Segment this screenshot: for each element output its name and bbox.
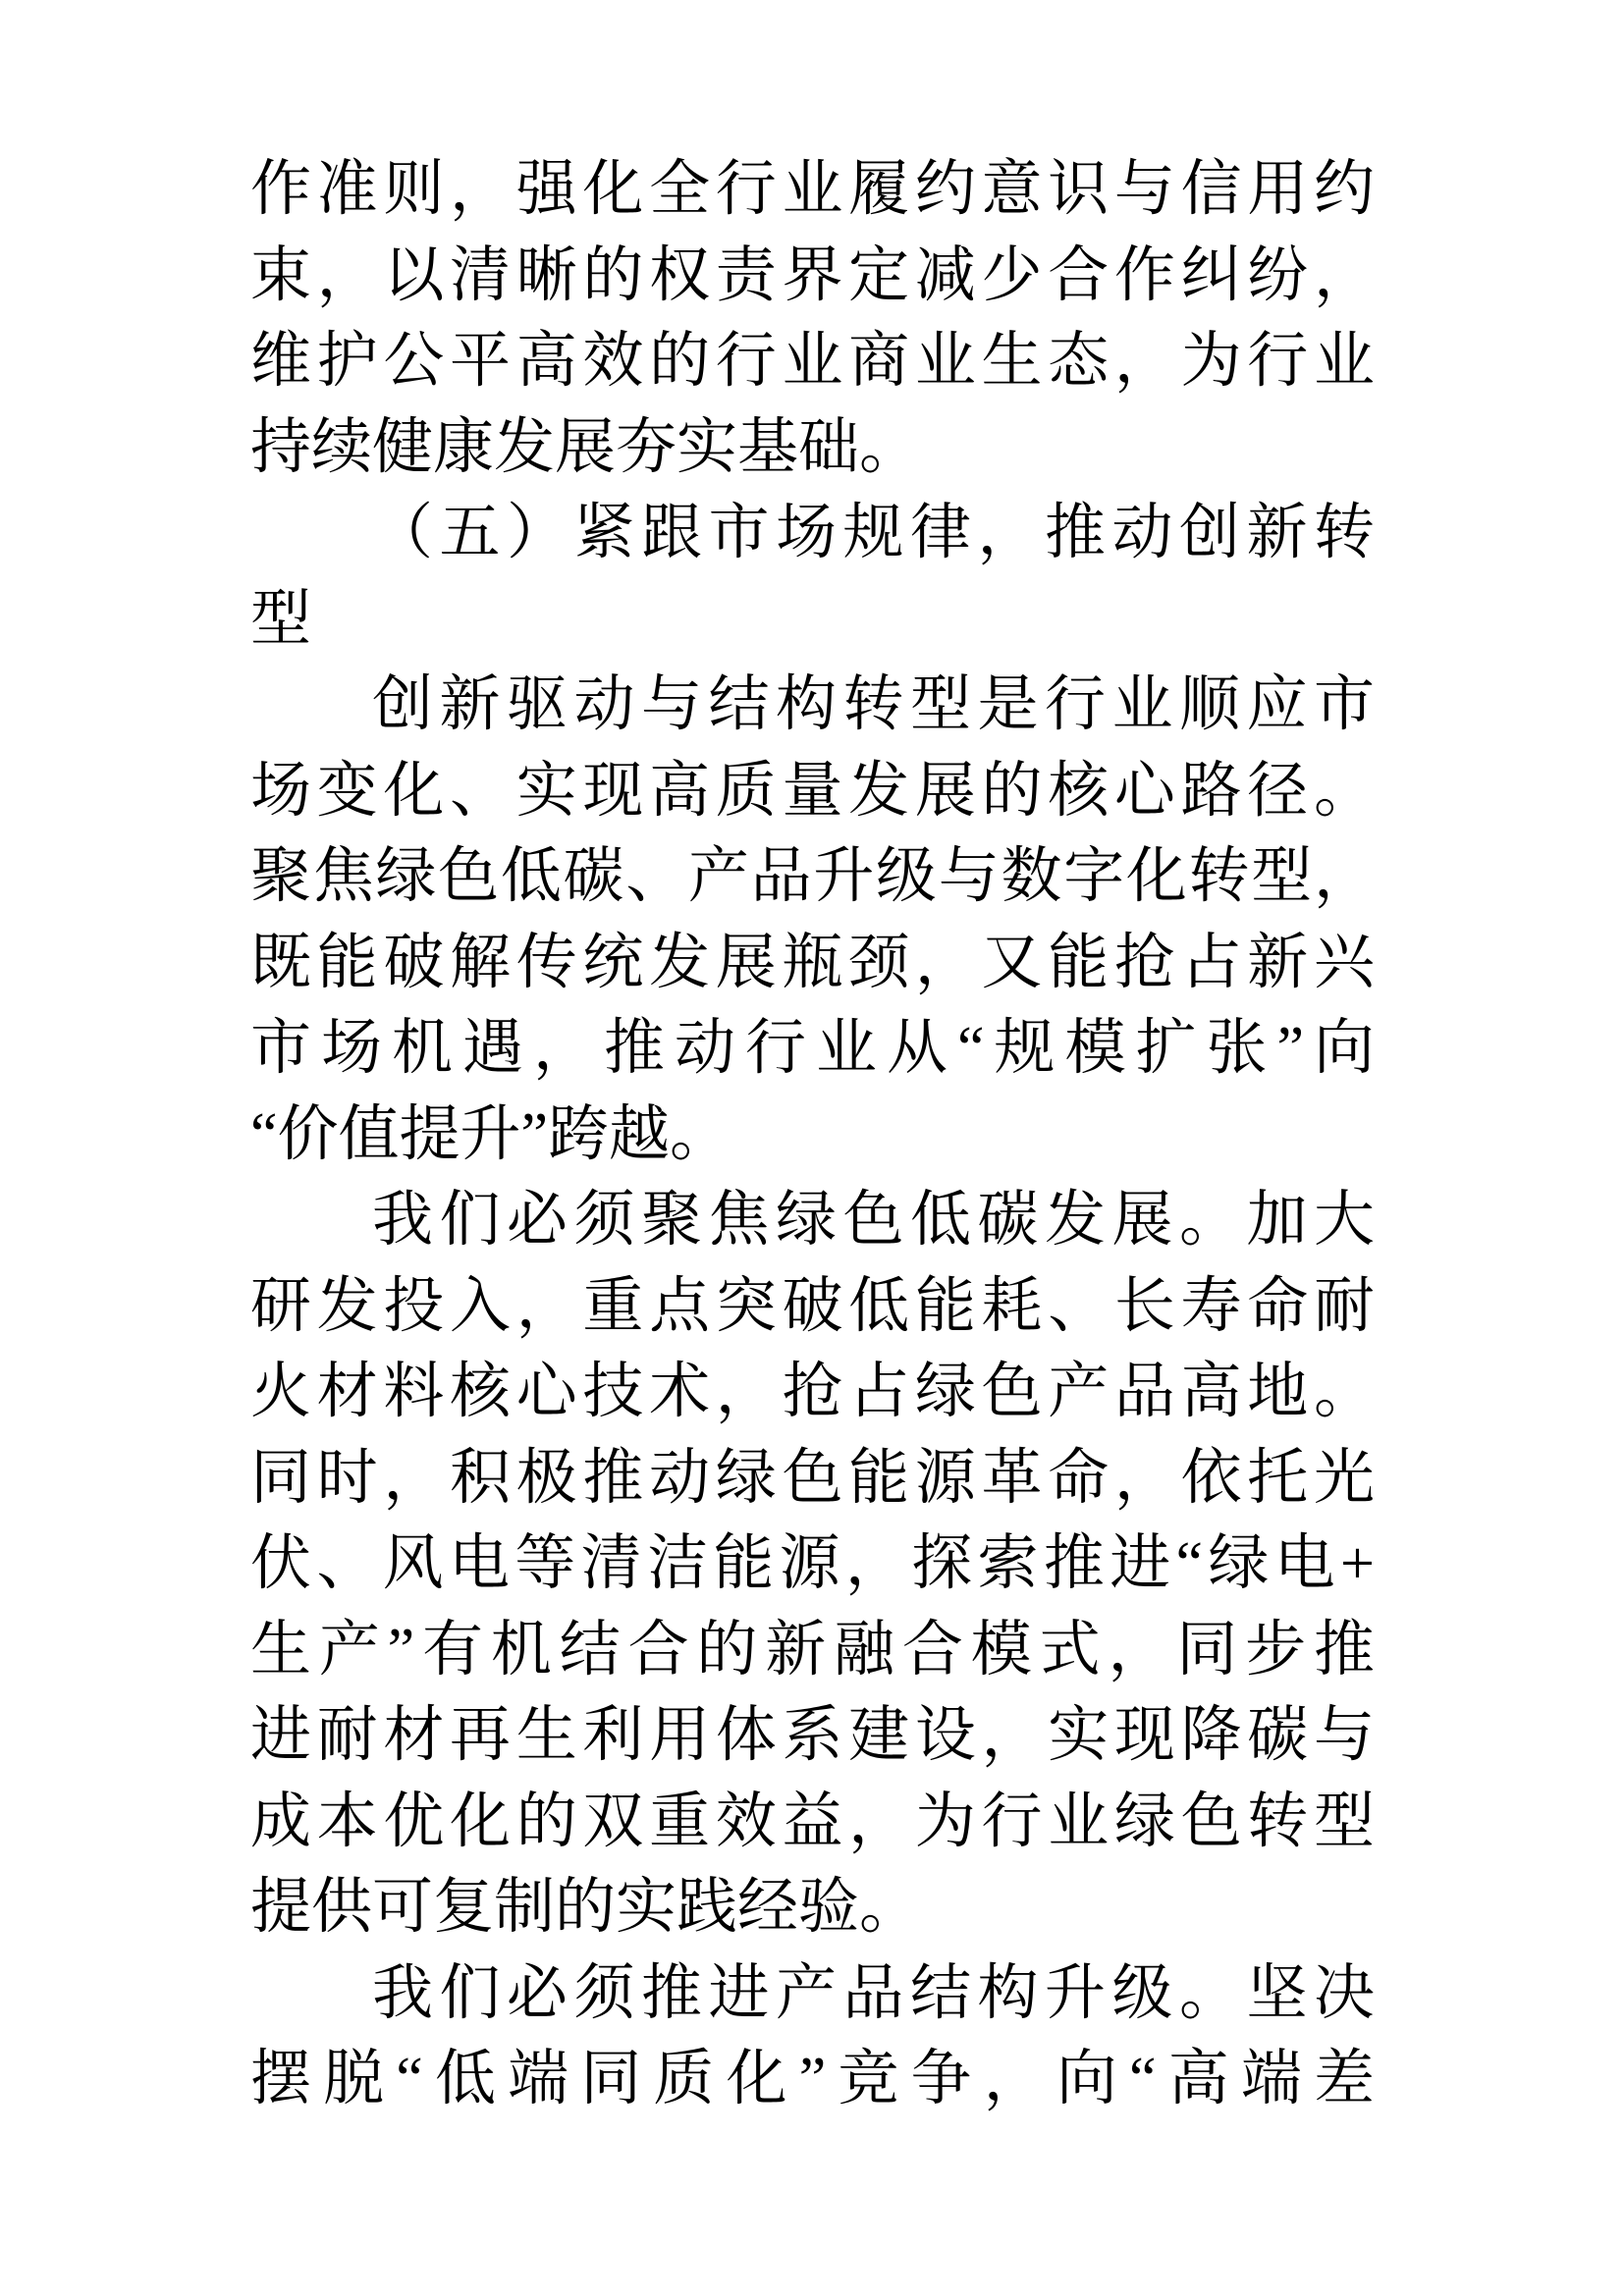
text-line: 生产”有机结合的新融合模式，同步推: [250, 1616, 1375, 1683]
text-line: 我们必须推进产品结构升级。坚决: [372, 1959, 1375, 2027]
text-line: 同时，积极推动绿色能源革命，依托光: [250, 1444, 1375, 1512]
text-line: 束，以清晰的权责界定减少合作纠纷，: [250, 241, 1375, 309]
text-line: 摆脱“低端同质化”竞争，向“高端差: [250, 2046, 1375, 2112]
text-line: 火材料核心技术，抢占绿色产品高地。: [250, 1359, 1375, 1425]
text-line: 我们必须聚焦绿色低碳发展。加大: [372, 1187, 1375, 1254]
text-line: 伏、风电等清洁能源，探索推进“绿电+: [250, 1530, 1375, 1597]
text-line: 作准则，强化全行业履约意识与信用约: [250, 156, 1375, 223]
text-line: 成本优化的双重效益，为行业绿色转型: [250, 1788, 1375, 1855]
text-line: 提供可复制的实践经验。: [250, 1874, 921, 1941]
text-block: [250, 147, 1375, 2123]
text-line: 市场机遇，推动行业从“规模扩张”向: [250, 1015, 1375, 1082]
text-line: 进耐材再生利用体系建设，实现降碳与: [250, 1702, 1375, 1769]
text-line: 维护公平高效的行业商业生态，为行业: [250, 328, 1375, 395]
section-heading-line: 型: [250, 585, 312, 653]
text-line: 研发投入，重点突破低能耗、长寿命耐: [250, 1272, 1375, 1340]
text-line: “价值提升”跨越。: [250, 1100, 731, 1168]
text-line: 创新驱动与结构转型是行业顺应市: [372, 671, 1375, 738]
section-heading-line: （五）紧跟市场规律，推动创新转: [372, 500, 1375, 566]
text-line: 聚焦绿色低碳、产品升级与数字化转型，: [250, 843, 1375, 910]
text-line: 既能破解传统发展瓶颈，又能抢占新兴: [250, 929, 1375, 996]
text-line: 场变化、实现高质量发展的核心路径。: [250, 757, 1375, 825]
text-line: 持续健康发展夯实基础。: [250, 413, 921, 481]
